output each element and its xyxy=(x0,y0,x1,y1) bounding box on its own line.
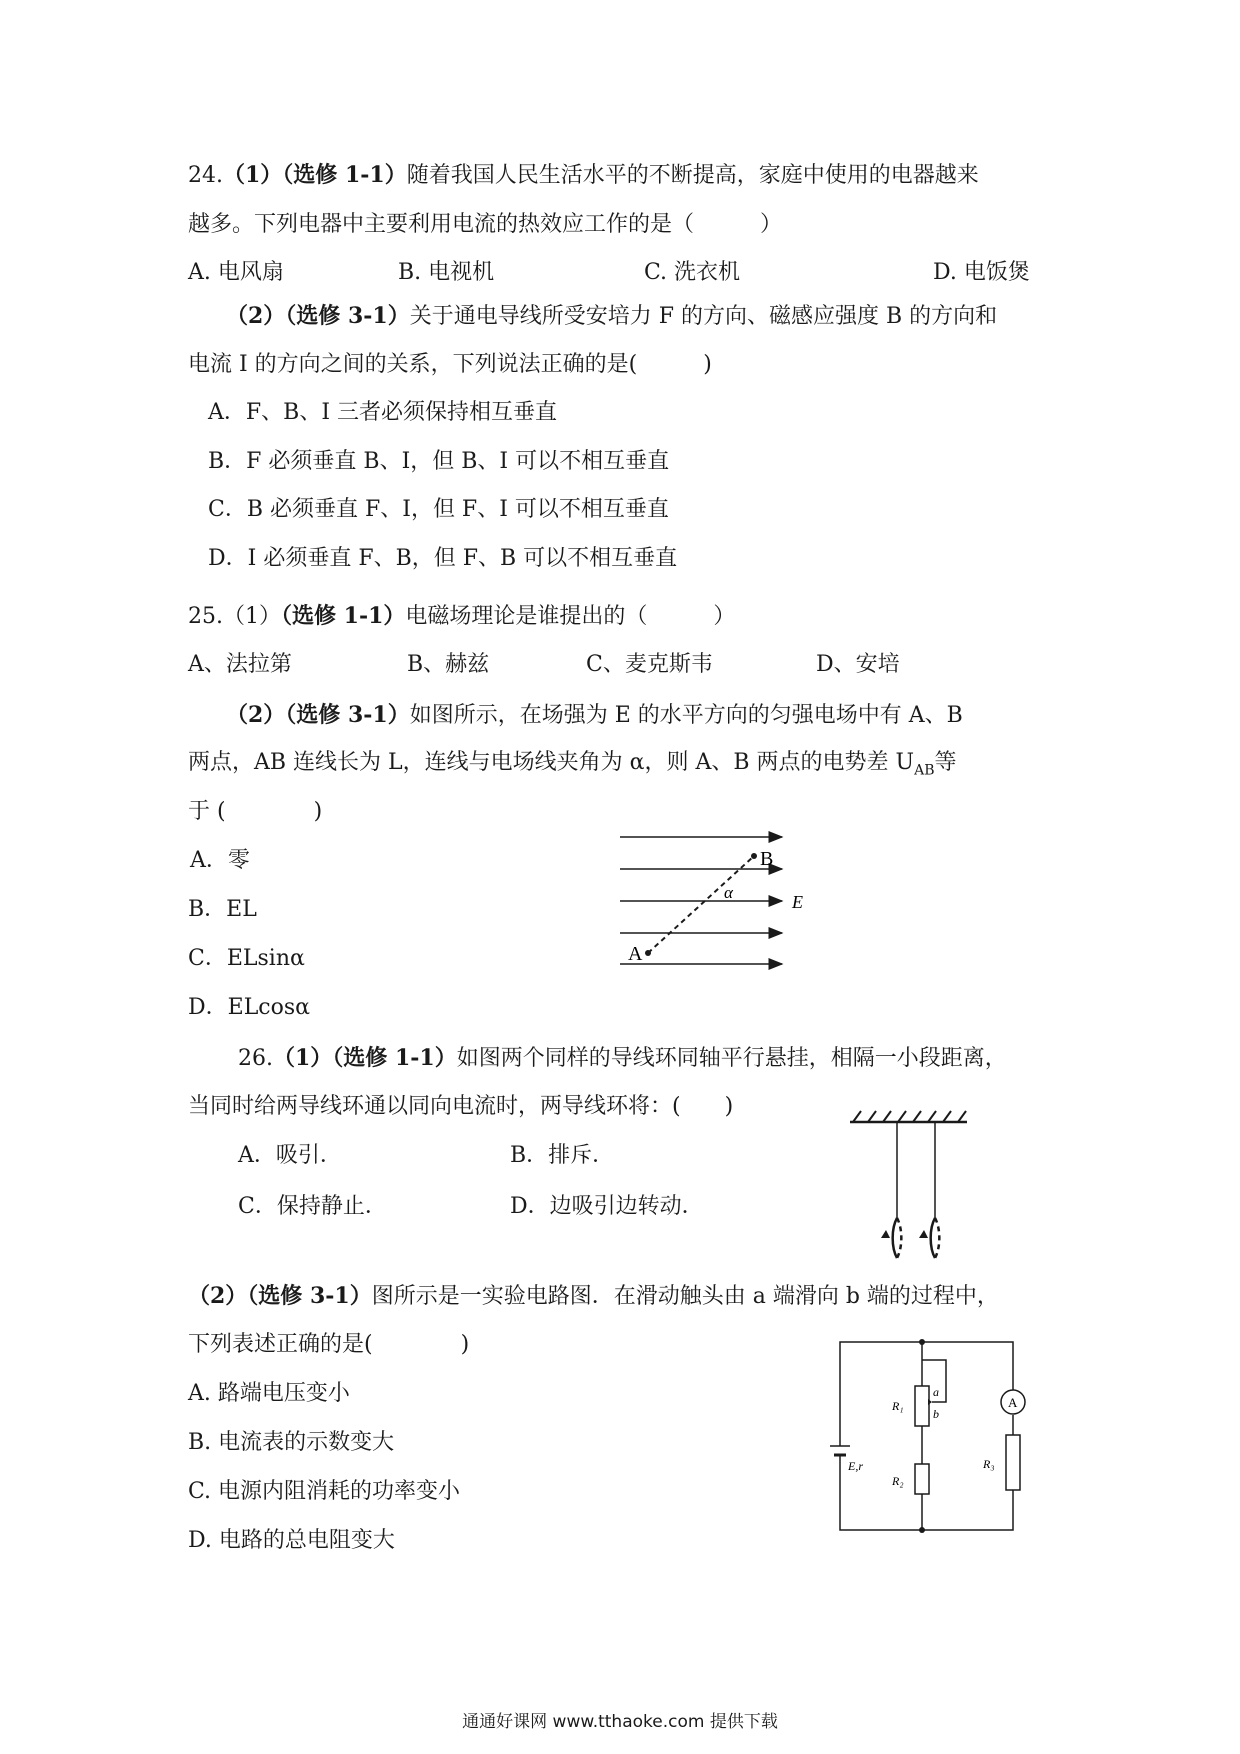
option-d: D. 电饭煲 xyxy=(933,260,1030,285)
point-a-dot xyxy=(645,950,651,956)
q25-p2-option-d: D．ELcosα xyxy=(188,995,311,1020)
label-a: A xyxy=(628,943,643,965)
q26-p2-line-1: （2）（选修 3-1）图所示是一实验电路图．在滑动触头由 a 端滑向 b 端的过程中， xyxy=(188,1283,999,1309)
q24-p2-line-2: 电流 I 的方向之间的关系，下列说法正确的是( ) xyxy=(188,352,712,377)
q26-line-1: 26.（1）（选修 1-1）如图两个同样的导线环同轴平行悬挂，相隔一小段距离， xyxy=(238,1045,1007,1071)
hanging-rings-figure xyxy=(845,1108,975,1268)
circuit-wires xyxy=(840,1342,1013,1530)
battery xyxy=(830,1446,850,1455)
label-r1: R₁ xyxy=(892,1399,904,1413)
q25-p2-option-c: C．ELsinα xyxy=(188,946,305,971)
field-lines xyxy=(620,837,782,964)
q26-p2-option-c: C. 电源内阻消耗的功率变小 xyxy=(188,1479,461,1504)
label-b-end: b xyxy=(933,1407,939,1421)
option-b: B. 电视机 xyxy=(398,260,495,285)
option-a: A. 电风扇 xyxy=(188,260,284,285)
q26-p2-option-a: A. 路端电压变小 xyxy=(188,1381,350,1406)
resistor-r2 xyxy=(915,1464,929,1494)
q25-p2-option-b: B．EL xyxy=(188,897,257,922)
q25-p2-line-3: 于 ( ) xyxy=(188,799,323,824)
option-c: C. 洗衣机 xyxy=(644,260,741,285)
q26-option-d: D．边吸引边转动． xyxy=(510,1194,704,1219)
junction-bottom xyxy=(919,1527,925,1533)
q26-p2-option-d: D. 电路的总电阻变大 xyxy=(188,1528,395,1553)
option-b: B、赫兹 xyxy=(407,652,490,677)
option-a: A、法拉第 xyxy=(188,652,292,677)
label-alpha: α xyxy=(724,883,733,902)
q26-option-b: B．排斥． xyxy=(510,1143,615,1168)
q24-line-2: 越多。下列电器中主要利用电流的热效应工作的是（ ） xyxy=(188,212,783,237)
q25-p2-option-a: A．零 xyxy=(190,848,250,873)
q24-line-1: 24.（1）（选修 1-1）随着我国人民生活水平的不断提高，家庭中使用的电器越来 xyxy=(188,162,979,188)
option-c: C、麦克斯韦 xyxy=(586,652,713,677)
q24-p2-option-c: C．B 必须垂直 F、I，但 F、I 可以不相互垂直 xyxy=(208,497,669,522)
q26-p2-option-b: B. 电流表的示数变大 xyxy=(188,1430,395,1455)
q24-p2-option-a: A．F、B、I 三者必须保持相互垂直 xyxy=(208,400,558,425)
q26-option-a: A．吸引． xyxy=(238,1143,342,1168)
q24-p2-option-b: B．F 必须垂直 B、I，但 B、I 可以不相互垂直 xyxy=(208,449,670,474)
ring-right xyxy=(919,1218,939,1258)
resistor-r3 xyxy=(1006,1435,1020,1490)
point-b-dot xyxy=(751,853,757,859)
electric-field-figure xyxy=(600,820,820,980)
label-r3: R₃ xyxy=(983,1457,995,1471)
ceiling-hatch xyxy=(853,1111,966,1122)
junction-top xyxy=(919,1339,925,1345)
segment-ab xyxy=(648,856,754,953)
label-a-end: a xyxy=(933,1385,939,1399)
label-r2: R₂ xyxy=(892,1474,904,1488)
q26-p2-line-2: 下列表述正确的是( ) xyxy=(188,1332,470,1357)
footer: 通通好课网 www.tthaoke.com 提供下载 xyxy=(462,1712,778,1732)
q25-line-1: 25.（1）（选修 1-1）电磁场理论是谁提出的（ ） xyxy=(188,603,736,629)
q26-option-c: C．保持静止． xyxy=(238,1194,387,1219)
option-d: D、安培 xyxy=(816,652,900,677)
resistor-r1 xyxy=(915,1386,929,1426)
slider-arrow xyxy=(928,1399,932,1405)
circuit-figure xyxy=(830,1330,1030,1540)
label-e: E xyxy=(792,892,803,912)
label-b: B xyxy=(760,848,774,870)
q26-line-2: 当同时给两导线环通以同向电流时，两导线环将：( ) xyxy=(188,1094,734,1119)
label-source: E,r xyxy=(848,1459,863,1473)
ring-left xyxy=(881,1218,901,1258)
q25-p2-line-2: 两点，AB 连线长为 L，连线与电场线夹角为 α，则 A、B 两点的电势差 $U_{AB}$等 xyxy=(188,750,957,779)
q24-p2-line-1: （2）（选修 3-1）关于通电导线所受安培力 F 的方向、磁感应强度 B 的方向和 xyxy=(226,303,998,329)
label-ammeter: A xyxy=(1008,1395,1018,1410)
q24-p2-option-d: D．I 必须垂直 F、B，但 F、B 可以不相互垂直 xyxy=(208,546,678,571)
q25-p2-line-1: （2）（选修 3-1）如图所示，在场强为 E 的水平方向的匀强电场中有 A、B xyxy=(226,702,963,728)
